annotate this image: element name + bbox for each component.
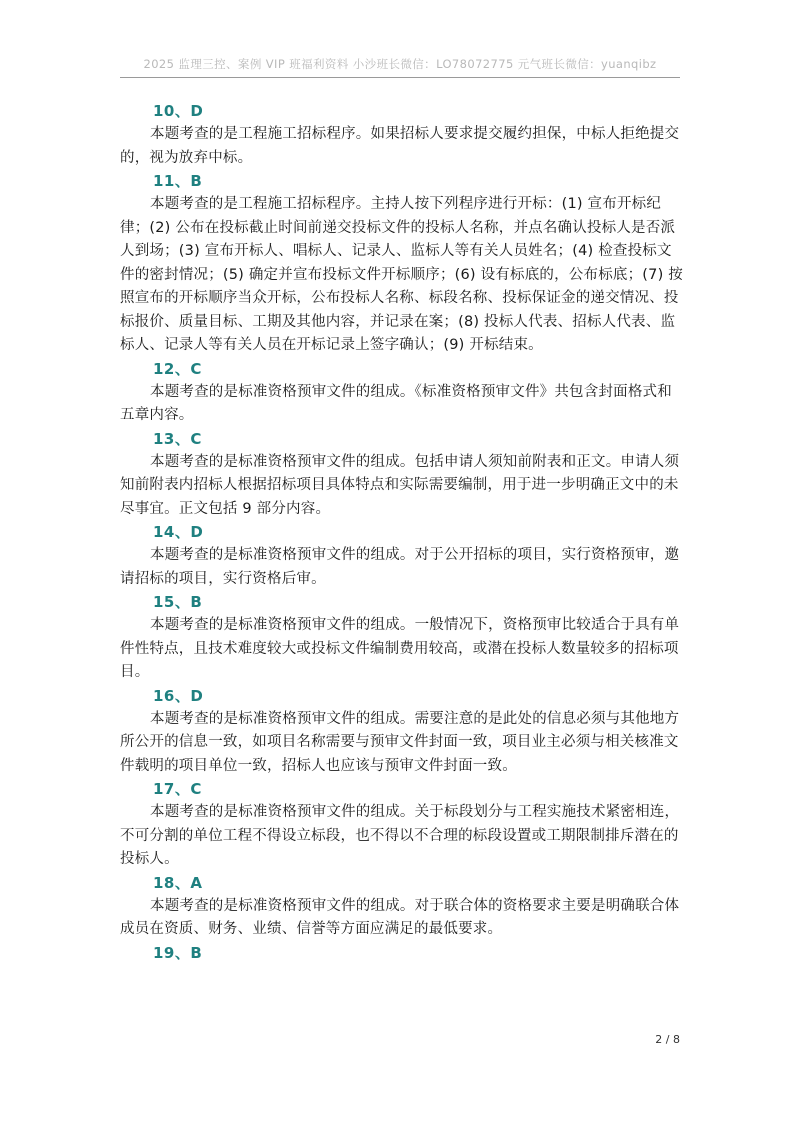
answer-explanation: 本题考查的是标准资格预审文件的组成。需要注意的是此处的信息必须与其他地方所公开的信息一致，如项目名称需要与预审文件封面一致，项目业主必须与相关核准文件载明的项目单位一致，招标人也应该与预审文件封面一致。 (120, 710, 680, 774)
question-12 (120, 358, 685, 428)
answer-explanation: 本题考查的是工程施工招标程序。主持人按下列程序进行开标：(1) 宣布开标纪律；(2) 公布在投标截止时间前递交投标文件的投标人名称，并点名确认投标人是否派人到场；(3) 宣布开标人、唱标人、记录人、监标人等有关人员姓名；(4) 检查投标文件的密封情况；(5) 确定并宣布投标文件开标顺序；(6) 设有标底的，公布标底；(7) 按照宣布的开标顺序当众开标，公布投标人名称、标段名称、投标保证金的递交情况、投标报价、质量目标、工期及其他内容，并记录在案；(8) 投标人代表、招标人代表、监标人、记录人等有关人员在开标记录上签字确认；(9) 开标结束。 (120, 196, 683, 353)
answer-explanation: 本题考查的是标准资格预审文件的组成。一般情况下，资格预审比较适合于具有单件性特点，且技术难度较大或投标文件编制费用较高，或潜在投标人数量较多的招标项目。 (120, 617, 680, 680)
answer-title: 15、B (153, 593, 203, 611)
answer-title: 16、D (153, 686, 204, 705)
question-15 (120, 591, 685, 685)
answer-title: 13、C (153, 429, 202, 448)
question-13 (120, 428, 685, 522)
answer-explanation: 本题考查的是标准资格预审文件的组成。关于标段划分与工程实施技术紧密相连，不可分割的单位工程不得设立标段，也不得以不合理的标段设置或工期限制排斥潜在的投标人。 (120, 804, 680, 867)
question-19 (120, 942, 685, 965)
question-10 (120, 100, 685, 170)
answer-title: 12、C (153, 359, 202, 378)
answer-title: 18、A (153, 873, 203, 892)
answer-explanation: 本题考查的是工程施工招标程序。如果招标人要求提交履约担保，中标人拒绝提交的，视为放弃中标。 (120, 126, 680, 166)
answer-title: 10、D (153, 102, 204, 120)
question-11 (120, 170, 685, 358)
answer-explanations (120, 100, 685, 965)
page-number: 2 / 8 (655, 1033, 680, 1046)
answer-explanation: 本题考查的是标准资格预审文件的组成。包括申请人须知前附表和正文。申请人须知前附表内招标人根据招标项目具体特点和实际需要编制，用于进一步明确正文中的未尽事宜。正文包括 9 部分内容。 (120, 453, 680, 517)
answer-title: 17、C (153, 780, 202, 798)
page-header: 2025 监理三控、案例 VIP 班福利资料 小沙班长微信：LO78072775 元气班长微信：yuanqibz (143, 57, 657, 71)
answer-explanation: 本题考查的是标准资格预审文件的组成。对于公开招标的项目，实行资格预审，邀请招标的项目，实行资格后审。 (120, 547, 680, 587)
answer-explanation: 本题考查的是标准资格预审文件的组成。对于联合体的资格要求主要是明确联合体成员在资质、财务、业绩、信誉等方面应满足的最低要求。 (120, 897, 680, 937)
question-17 (120, 778, 685, 872)
header-divider (120, 77, 680, 78)
answer-title: 14、D (153, 523, 204, 541)
answer-explanation: 本题考查的是标准资格预审文件的组成。《标准资格预审文件》共包含封面格式和五章内容。 (120, 383, 672, 423)
answer-title: 11、B (153, 172, 203, 190)
question-14 (120, 521, 685, 591)
question-16 (120, 685, 685, 779)
question-18 (120, 872, 685, 942)
answer-title: 19、B (153, 943, 203, 962)
